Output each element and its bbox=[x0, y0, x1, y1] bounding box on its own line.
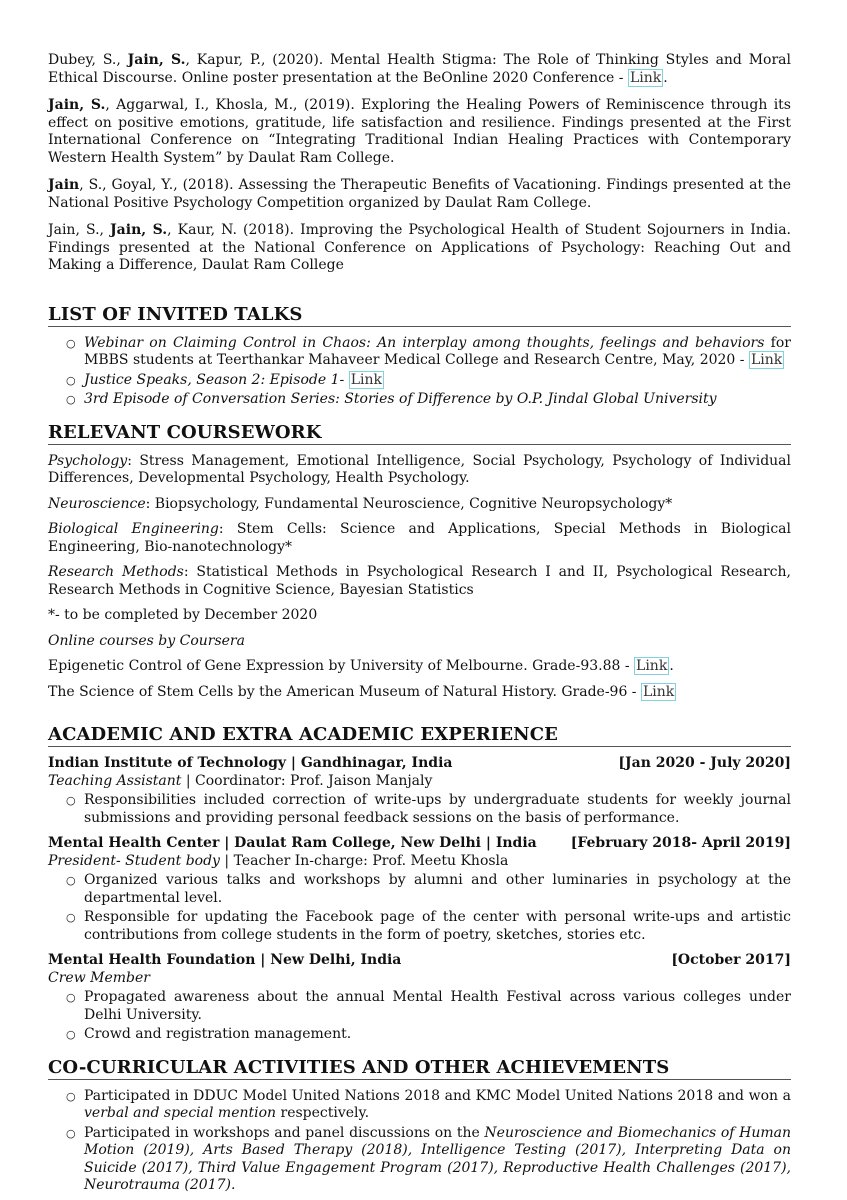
achievement-item bbox=[66, 1125, 791, 1195]
coursework-paragraph bbox=[48, 453, 791, 488]
responsibility-item: ○ Organized various talks and workshops by alumni and other luminaries in psychology at the departmental level. bbox=[66, 872, 791, 907]
coursework-paragraph bbox=[48, 607, 791, 625]
text-run: - bbox=[339, 371, 349, 388]
date-range: [October 2017] bbox=[671, 952, 791, 968]
experience-entry bbox=[48, 835, 791, 944]
supervisor: | Coordinator: Prof. Jaison Manjaly bbox=[181, 772, 433, 789]
coursework-paragraph bbox=[48, 564, 791, 599]
organization: Mental Health Center | Daulat Ram College, New Delhi | India bbox=[48, 835, 537, 851]
text-run: . bbox=[663, 69, 668, 86]
italic-text: Neuroscience bbox=[48, 495, 146, 512]
text-run: . bbox=[669, 658, 674, 674]
text-run: , Aggarwal, I., Khosla, M., (2019). Exploring the Healing Powers of Reminiscence through its effect on positive emotions, gratitude, life satisfaction and resilience. Findings presented at the First International Conference on “Integrating Traditional Indian Healing Practices with Contemporary Western Health System” by Daulat Ram College. bbox=[48, 97, 791, 166]
link[interactable]: Link bbox=[350, 371, 382, 388]
responsibility-list bbox=[48, 872, 791, 944]
text-run: , Kaur, N. (2018). Improving the Psychological Health of Student Sojourners in India. Findings presented at the National Conference on Applications of Psychology: Reaching Out and Making a Difference, Daulat Ram College bbox=[48, 222, 792, 273]
talk-item bbox=[66, 372, 791, 390]
text-run: Jain, S., bbox=[48, 222, 111, 238]
role-title: President- Student body bbox=[48, 852, 220, 869]
link[interactable]: Link bbox=[636, 658, 668, 674]
italic-text: 3rd Episode of Conversation Series: Stories of Difference by O.P. Jindal Global University bbox=[84, 391, 717, 407]
achievement-item bbox=[66, 1088, 791, 1123]
coursework-paragraph bbox=[48, 633, 791, 651]
supervisor: | Teacher In-charge: Prof. Meetu Khosla bbox=[219, 852, 509, 869]
bold-text: Jain bbox=[48, 177, 80, 193]
experience-header bbox=[48, 835, 791, 853]
italic-text: Justice Speaks, Season 2: Episode 1 bbox=[84, 371, 340, 388]
text-run: : Stem Cells: Science and Applications, Special Methods in Biological Engineering, Bio-nanotechnology* bbox=[48, 521, 791, 555]
experience-header bbox=[48, 952, 791, 970]
publication-entry bbox=[48, 177, 791, 212]
text-run: : Statistical Methods in Psychological Research I and II, Psychological Research, Research Methods in Cognitive Science, Bayesian Statistics bbox=[48, 564, 791, 598]
link[interactable]: Link bbox=[629, 69, 662, 86]
italic-text: Research Methods bbox=[48, 564, 184, 580]
italic-text: verbal and special mention bbox=[84, 1105, 277, 1121]
experience-entry bbox=[48, 755, 791, 827]
text-run: for MBBS students at Teerthankar Mahaveer Medical College and Research Centre, May, 2020 - bbox=[84, 334, 791, 368]
experience-block bbox=[48, 755, 791, 1044]
text-run: respectively. bbox=[276, 1105, 370, 1121]
coursework-paragraph bbox=[48, 684, 791, 702]
italic-text: Neuroscience and Biomechanics of Human Motion (2019), Arts Based Therapy (2018), Intelligence Testing (2017), Interpreting Data on Suicide (2017), Third Value Engagement Program (2017), Reproductive Health Challenges (2017), Neurotrauma (2017). bbox=[84, 1124, 791, 1193]
section-heading-cocurricular: CO-CURRICULAR ACTIVITIES AND OTHER ACHIEVEMENTS bbox=[48, 1058, 791, 1080]
text-run: Participated in DDUC Model United Nations 2018 and KMC Model United Nations 2018 and won a bbox=[84, 1087, 791, 1104]
talk-item bbox=[66, 391, 791, 409]
text-run: Participated in workshops and panel discussions on the bbox=[84, 1124, 485, 1141]
text-run: *- to be completed by December 2020 bbox=[48, 607, 318, 623]
section-heading-invited-talks: LIST OF INVITED TALKS bbox=[48, 305, 791, 327]
publication-entry bbox=[48, 52, 791, 87]
section-heading-experience: ACADEMIC AND EXTRA ACADEMIC EXPERIENCE bbox=[48, 725, 791, 747]
italic-text: Biological Engineering bbox=[48, 521, 219, 537]
invited-talks-list bbox=[48, 335, 791, 409]
responsibility-item: ○ Propagated awareness about the annual Mental Health Festival across various colleges under Delhi University. bbox=[66, 989, 791, 1024]
responsibility-list bbox=[48, 792, 791, 827]
text-run: Dubey, S., bbox=[48, 52, 128, 68]
responsibility-item: ○ Crowd and registration management. bbox=[66, 1026, 791, 1044]
talk-item bbox=[66, 335, 791, 370]
section-heading-coursework: RELEVANT COURSEWORK bbox=[48, 423, 791, 445]
text-run: : Stress Management, Emotional Intelligence, Social Psychology, Psychology of Individual Differences, Developmental Psychology, Health Psychology. bbox=[48, 452, 791, 486]
role-line bbox=[48, 970, 791, 988]
responsibility-item: ○ Responsible for updating the Facebook page of the center with personal write-ups and artistic contributions from college students in the form of poetry, sketches, stories etc. bbox=[66, 909, 791, 944]
date-range: [Jan 2020 - July 2020] bbox=[618, 755, 791, 771]
link[interactable]: Link bbox=[643, 683, 675, 700]
text-run: , Kapur, P., (2020). Mental Health Stigma: The Role of Thinking Styles and Moral Ethical Discourse. Online poster presentation at the BeOnline 2020 Conference - bbox=[48, 52, 791, 86]
text-run: : Biopsychology, Fundamental Neuroscience, Cognitive Neuropsychology* bbox=[145, 495, 673, 512]
role-line bbox=[48, 773, 791, 791]
date-range: [February 2018- April 2019] bbox=[570, 835, 791, 851]
italic-text: Online courses by Coursera bbox=[48, 632, 245, 649]
publication-entry bbox=[48, 97, 791, 167]
bold-text: Jain, S. bbox=[127, 52, 186, 68]
italic-text: Psychology bbox=[48, 452, 128, 469]
link[interactable]: Link bbox=[750, 352, 783, 368]
organization: Indian Institute of Technology | Gandhinagar, India bbox=[48, 755, 453, 771]
cocurricular-list bbox=[48, 1088, 791, 1195]
role-title: Teaching Assistant bbox=[48, 772, 182, 789]
responsibility-list bbox=[48, 989, 791, 1044]
text-run: The Science of Stem Cells by the American Museum of Natural History. Grade-96 - bbox=[48, 683, 641, 700]
bold-text: Jain, S. bbox=[110, 222, 168, 238]
coursework-paragraph bbox=[48, 521, 791, 556]
experience-entry bbox=[48, 952, 791, 1044]
coursework-paragraph bbox=[48, 496, 791, 514]
role-title: Crew Member bbox=[48, 969, 150, 986]
coursework-paragraph bbox=[48, 658, 791, 676]
experience-header bbox=[48, 755, 791, 773]
text-run: , S., Goyal, Y., (2018). Assessing the Therapeutic Benefits of Vacationing. Findings presented at the National Positive Psychology Competition organized by Daulat Ram College. bbox=[48, 177, 791, 211]
role-line bbox=[48, 853, 791, 871]
coursework-block bbox=[48, 453, 791, 702]
publication-entry bbox=[48, 222, 791, 275]
bold-text: Jain, S. bbox=[48, 97, 106, 113]
text-run: Epigenetic Control of Gene Expression by University of Melbourne. Grade-93.88 - bbox=[48, 658, 635, 674]
publications-list bbox=[48, 52, 791, 275]
organization: Mental Health Foundation | New Delhi, India bbox=[48, 952, 402, 968]
responsibility-item: ○ Responsibilities included correction of write-ups by undergraduate students for weekly journal submissions and providing personal feedback sessions on the basis of performance. bbox=[66, 792, 791, 827]
italic-text: Webinar on Claiming Control in Chaos: An interplay among thoughts, feelings and behaviors bbox=[84, 334, 765, 351]
